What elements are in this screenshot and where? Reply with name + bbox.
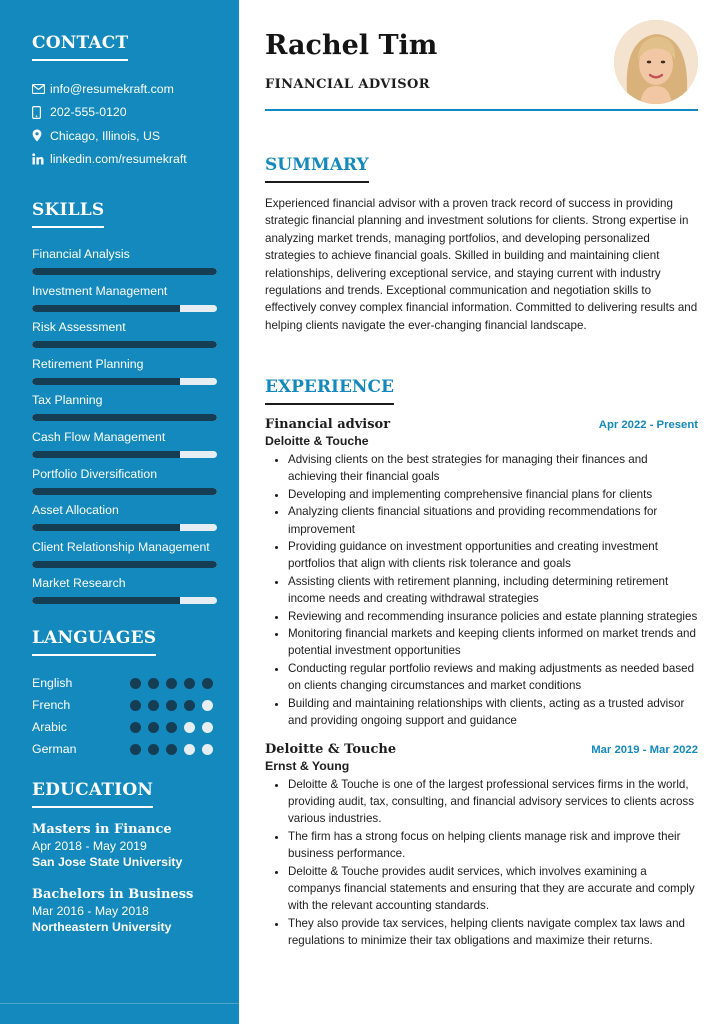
language-label: Arabic: [32, 720, 67, 734]
skill-label: Tax Planning: [32, 393, 103, 408]
contact-phone[interactable]: [32, 101, 187, 125]
skill-level-bar: [32, 268, 217, 275]
skill-level-bar: [32, 597, 217, 604]
education-degree: Bachelors in Business: [32, 887, 194, 902]
language-rating: [130, 744, 213, 755]
skill-list: [32, 246, 217, 612]
skill-level-bar: [32, 561, 217, 568]
job-bullet: • Conducting regular portfolio reviews and making adjustments as needed based on clients changing circumstances and market conditions: [288, 660, 698, 695]
summary-heading: SUMMARY: [265, 155, 369, 183]
education-list: [32, 822, 217, 936]
candidate-name: Rachel Tim: [265, 30, 438, 61]
rating-dot-empty: [202, 744, 213, 755]
sidebar-divider: [0, 1003, 239, 1004]
language-label: English: [32, 676, 73, 690]
language-label: French: [32, 698, 71, 712]
job-company: Deloitte & Touche: [265, 434, 369, 448]
envelope-icon: [32, 84, 50, 94]
job-bullet: • Building and maintaining relationships with clients, acting as a trusted advisor and providing ongoing support and guidance: [288, 695, 698, 730]
skill-level-bar: [32, 524, 217, 531]
languages-heading: LANGUAGES: [32, 628, 156, 656]
skill-item: [32, 356, 217, 393]
education-school: San Jose State University: [32, 855, 183, 869]
language-rating: [130, 722, 213, 733]
language-list: [32, 672, 217, 760]
language-item: [32, 694, 217, 716]
linkedin-icon: [32, 153, 50, 165]
profile-photo: [614, 20, 698, 104]
job-bullet: • Monitoring financial markets and keeping clients informed on market trends and potential investment opportunities: [288, 625, 698, 660]
rating-dot-empty: [184, 722, 195, 733]
language-item: [32, 738, 217, 760]
languages-section: [32, 628, 217, 760]
skill-label: Risk Assessment: [32, 320, 126, 335]
contact-email[interactable]: [32, 77, 187, 101]
education-dates: Apr 2018 - May 2019: [32, 839, 147, 853]
job-bullet: • Reviewing and recommending insurance policies and estate planning strategies: [288, 608, 698, 625]
rating-dot-filled: [202, 678, 213, 689]
rating-dot-filled: [148, 722, 159, 733]
skill-item: [32, 539, 217, 576]
location-pin-icon: [32, 129, 50, 142]
skill-level-bar: [32, 305, 217, 312]
sidebar: [0, 0, 239, 1024]
job-bullet: • Analyzing clients financial situations and providing recommendations for improvement: [288, 503, 698, 538]
job-bullet: • Providing guidance on investment opportunities and creating investment portfolios that align with clients risk tolerance and goals: [288, 538, 698, 573]
education-section: [32, 780, 217, 952]
header-divider: [265, 109, 698, 111]
job-dates: Mar 2019 - Mar 2022: [591, 743, 698, 756]
contact-location: [32, 124, 187, 148]
skill-level-fill: [32, 524, 180, 531]
language-rating: [130, 678, 213, 689]
skills-heading: SKILLS: [32, 200, 104, 228]
job-list: [265, 417, 698, 950]
contact-section: [32, 33, 187, 171]
job-dates: Apr 2022 - Present: [598, 419, 698, 431]
rating-dot-filled: [130, 722, 141, 733]
skill-item: [32, 502, 217, 539]
language-rating: [130, 700, 213, 711]
job-bullet: • Assisting clients with retirement planning, including determining retirement income needs and creating withdrawal strategies: [288, 573, 698, 608]
education-item: [32, 822, 217, 871]
education-item: [32, 887, 217, 936]
skill-item: [32, 319, 217, 356]
rating-dot-filled: [130, 700, 141, 711]
language-label: German: [32, 742, 77, 756]
rating-dot-filled: [166, 744, 177, 755]
job-bullet: • Deloitte & Touche is one of the largest professional services firms in the world, providing audit, tax, consulting, and financial advisory services to clients across various industries.: [288, 776, 698, 828]
rating-dot-empty: [184, 744, 195, 755]
skill-item: [32, 429, 217, 466]
skill-label: Retirement Planning: [32, 356, 144, 371]
skill-level-fill: [32, 268, 217, 275]
skill-level-bar: [32, 414, 217, 421]
rating-dot-empty: [202, 700, 213, 711]
rating-dot-filled: [130, 678, 141, 689]
language-item: [32, 716, 217, 738]
rating-dot-filled: [184, 678, 195, 689]
contact-list: [32, 77, 187, 171]
rating-dot-filled: [166, 722, 177, 733]
experience-heading: EXPERIENCE: [265, 377, 394, 405]
contact-phone-text: 202-555-0120: [50, 105, 127, 120]
job-bullets: [265, 776, 698, 950]
skill-level-fill: [32, 414, 217, 421]
skill-level-fill: [32, 305, 180, 312]
skill-item: [32, 246, 217, 283]
rating-dot-filled: [130, 744, 141, 755]
skill-level-fill: [32, 561, 217, 568]
summary-text: Experienced financial advisor with a proven track record of success in providing strategic financial planning and investment solutions for clients. Strong expertise in analyzing market trends, managing portfolios, and developing personalized strategies to achieve financial goals. Skilled in building and maintaining client relationships, delivering exceptional service, and staying current with industry regulations and trends. Exceptional communication and negotiation skills to effectively convey complex financial information. Committed to delivering results and helping clients navigate the ever-changing financial landscape.: [265, 197, 698, 332]
rating-dot-filled: [148, 700, 159, 711]
skill-level-fill: [32, 451, 180, 458]
skill-level-fill: [32, 341, 217, 348]
job-role: Deloitte & Touche: [265, 741, 397, 757]
skill-label: Investment Management: [32, 283, 168, 298]
skill-item: [32, 575, 217, 612]
skill-level-fill: [32, 378, 180, 385]
rating-dot-filled: [148, 678, 159, 689]
job-header: [265, 417, 698, 432]
skill-item: [32, 466, 217, 503]
job-bullet: • Deloitte & Touche provides audit services, which involves examining a companys financial statements and ensuring that they are accurate and comply with the relevant accounting standards.: [288, 863, 698, 915]
job-header: [265, 742, 698, 757]
skill-label: Asset Allocation: [32, 503, 119, 518]
job-bullets: [265, 451, 698, 730]
contact-linkedin-text: linkedin.com/resumekraft: [50, 152, 187, 167]
summary-section: [265, 155, 698, 334]
skills-section: [32, 200, 217, 612]
skill-label: Market Research: [32, 576, 126, 591]
education-heading: EDUCATION: [32, 780, 153, 808]
rating-dot-filled: [184, 700, 195, 711]
skill-label: Portfolio Diversification: [32, 466, 158, 481]
contact-email-text: info@resumekraft.com: [50, 81, 174, 96]
skill-level-bar: [32, 341, 217, 348]
skill-item: [32, 283, 217, 320]
job-entry: [265, 742, 698, 950]
education-degree: Masters in Finance: [32, 822, 172, 837]
contact-linkedin[interactable]: [32, 148, 187, 172]
contact-location-text: Chicago, Illinois, US: [50, 128, 161, 143]
experience-section: [265, 377, 698, 950]
skill-level-bar: [32, 451, 217, 458]
skill-label: Client Relationship Management: [32, 539, 210, 554]
skill-level-fill: [32, 597, 180, 604]
skill-level-bar: [32, 378, 217, 385]
job-role: Financial advisor: [265, 417, 391, 432]
rating-dot-filled: [166, 678, 177, 689]
job-company: Ernst & Young: [265, 758, 350, 773]
education-dates: Mar 2016 - May 2018: [32, 904, 149, 918]
job-bullet: • They also provide tax services, helping clients navigate complex tax laws and regulations to minimize their tax obligations and maximize their returns.: [288, 915, 698, 950]
skill-item: [32, 392, 217, 429]
skill-label: Financial Analysis: [32, 247, 130, 261]
rating-dot-filled: [148, 744, 159, 755]
skill-level-fill: [32, 488, 217, 495]
phone-icon: [32, 106, 50, 119]
job-entry: [265, 417, 698, 730]
job-bullet: • The firm has a strong focus on helping clients manage risk and improve their business performance.: [288, 828, 698, 863]
rating-dot-filled: [166, 700, 177, 711]
language-item: [32, 672, 217, 694]
skill-label: Cash Flow Management: [32, 429, 166, 444]
contact-heading: CONTACT: [32, 33, 128, 61]
skill-level-bar: [32, 488, 217, 495]
candidate-job-title: FINANCIAL ADVISOR: [265, 77, 430, 92]
rating-dot-empty: [202, 722, 213, 733]
job-bullet: • Advising clients on the best strategies for managing their finances and achieving their financial goals: [288, 451, 698, 486]
education-school: Northeastern University: [32, 920, 172, 934]
job-bullet: • Developing and implementing comprehensive financial plans for clients: [288, 486, 698, 503]
